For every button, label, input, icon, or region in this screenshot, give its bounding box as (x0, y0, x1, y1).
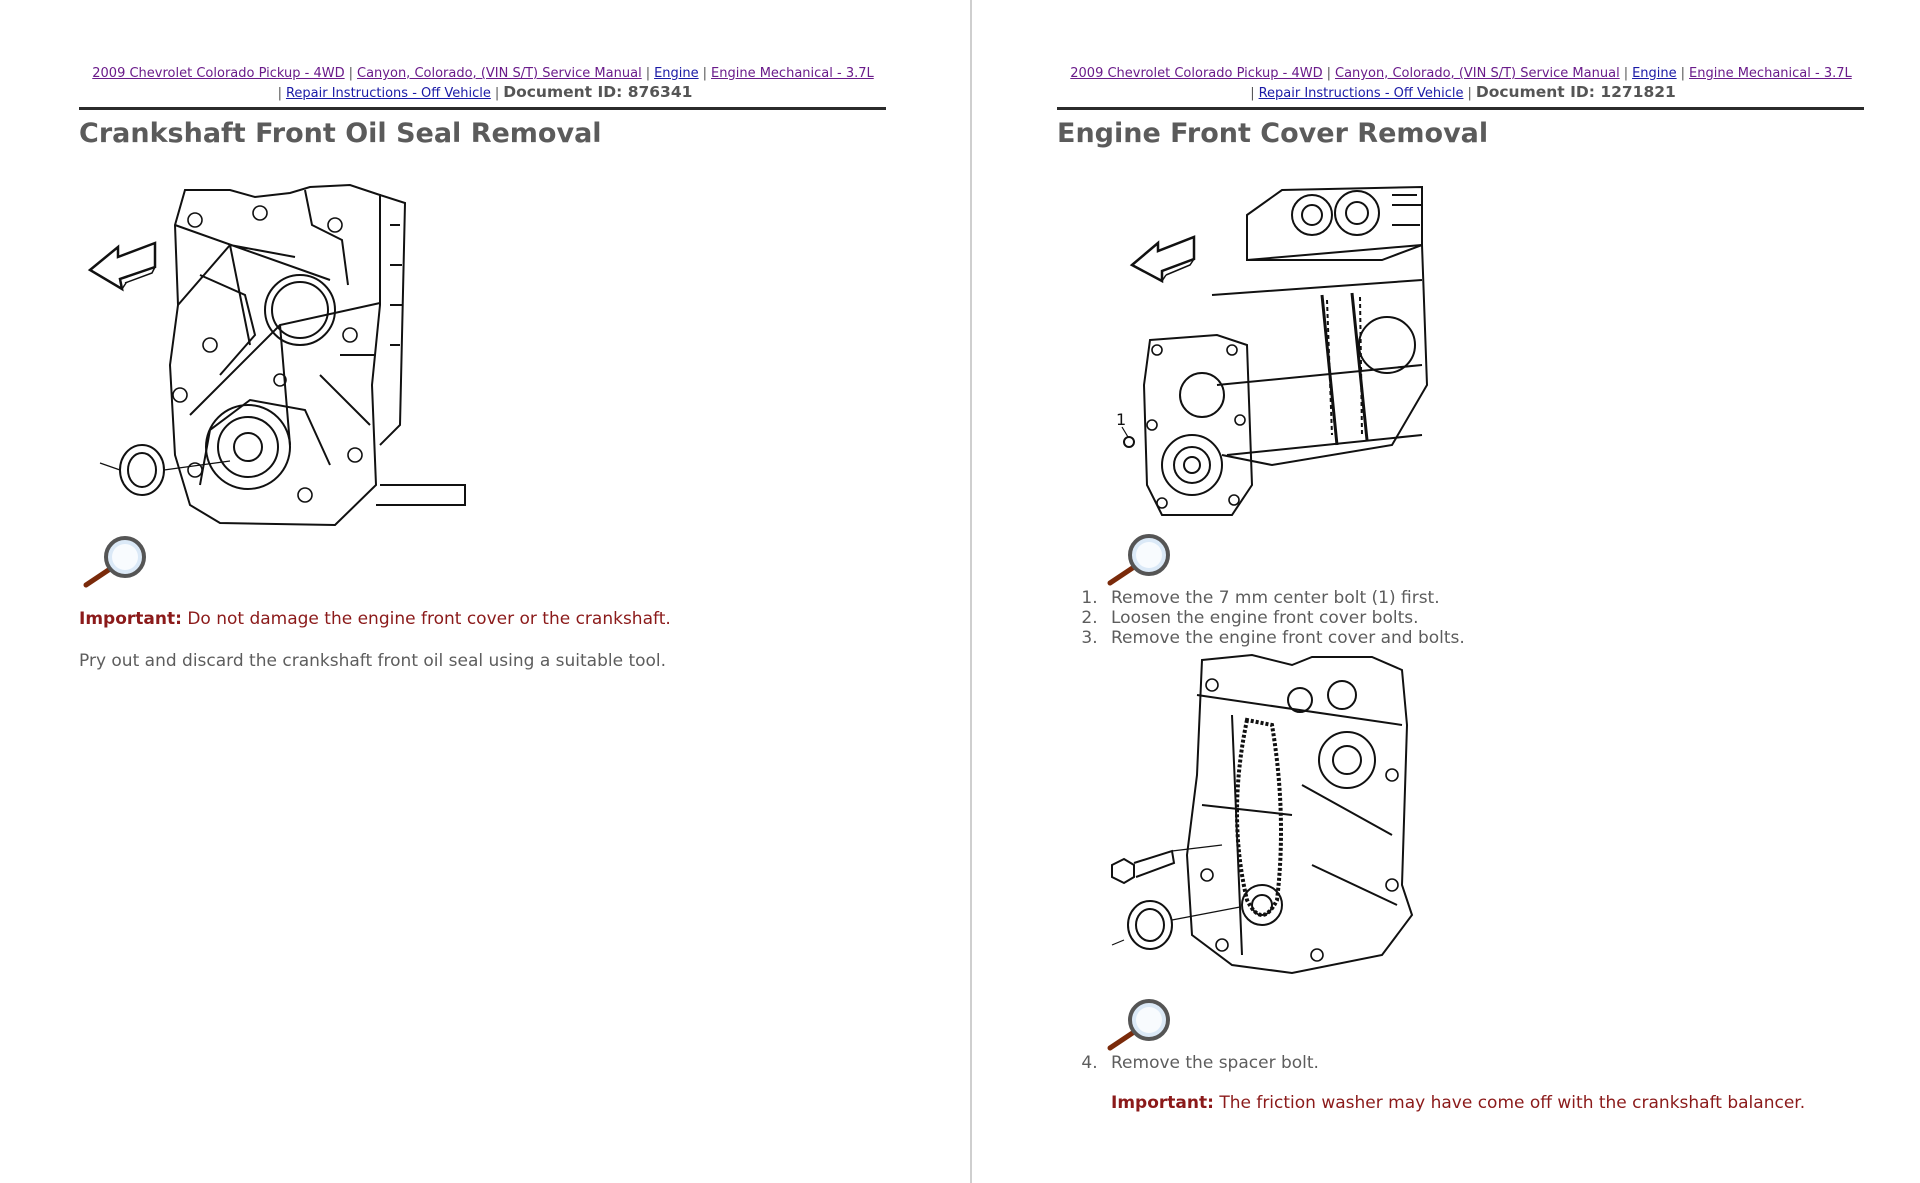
breadcrumb-separator: | (348, 66, 354, 81)
breadcrumb-separator: | (1467, 86, 1472, 101)
important-text: Do not damage the engine front cover or the crankshaft. (187, 609, 671, 629)
front-cover-illustration (1116, 185, 1462, 520)
spacer-bolt-illustration (1112, 655, 1457, 975)
breadcrumb-separator: | (1250, 86, 1255, 101)
important-note (1111, 1093, 1805, 1113)
breadcrumb-link-engine[interactable]: Engine (1632, 66, 1677, 81)
callout-label: 1 (1116, 410, 1127, 429)
step-item: 1. Remove the 7 mm center bolt (1) first. (1103, 588, 1465, 608)
breadcrumb-separator: | (1623, 66, 1629, 81)
breadcrumb-link-engine[interactable]: Engine (654, 66, 699, 81)
header-rule (1057, 107, 1864, 110)
steps-list (1073, 588, 1465, 648)
important-note (79, 609, 671, 629)
step-item: 2. Loosen the engine front cover bolts. (1103, 608, 1465, 628)
crankshaft-seal-illustration (80, 185, 466, 530)
breadcrumb-separator: | (645, 66, 651, 81)
breadcrumb-link-vehicle[interactable]: 2009 Chevrolet Colorado Pickup - 4WD (92, 66, 345, 81)
important-label: Important: (79, 609, 182, 629)
breadcrumb-link-engine-mechanical[interactable]: Engine Mechanical - 3.7L (711, 66, 874, 81)
step-item: 4. Remove the spacer bolt. (1103, 1053, 1319, 1073)
magnifier-icon (1104, 998, 1178, 1054)
breadcrumb-separator: | (702, 66, 708, 81)
breadcrumb-separator: | (277, 86, 282, 101)
page-title: Engine Front Cover Removal (1057, 118, 1489, 149)
document-id: Document ID: 876341 (503, 83, 693, 101)
breadcrumb (1058, 64, 1864, 103)
magnifier-icon (1104, 533, 1178, 589)
breadcrumb-link-manual[interactable]: Canyon, Colorado, (VIN S/T) Service Manual (357, 66, 642, 81)
important-text: The friction washer may have come off with the crankshaft balancer. (1219, 1093, 1806, 1113)
page-title: Crankshaft Front Oil Seal Removal (79, 118, 602, 149)
breadcrumb-link-vehicle[interactable]: 2009 Chevrolet Colorado Pickup - 4WD (1070, 66, 1323, 81)
steps-list-continued (1073, 1053, 1319, 1073)
important-label: Important: (1111, 1093, 1214, 1113)
breadcrumb-link-manual[interactable]: Canyon, Colorado, (VIN S/T) Service Manual (1335, 66, 1620, 81)
breadcrumb-separator: | (1680, 66, 1686, 81)
breadcrumb-link-repair-instructions[interactable]: Repair Instructions - Off Vehicle (1258, 86, 1464, 101)
right-page (972, 0, 1920, 1183)
breadcrumb-link-repair-instructions[interactable]: Repair Instructions - Off Vehicle (285, 86, 491, 101)
breadcrumb (80, 64, 886, 103)
instruction-text: Pry out and discard the crankshaft front oil seal using a suitable tool. (79, 651, 667, 671)
magnifier-icon (80, 535, 154, 591)
breadcrumb-separator: | (494, 86, 500, 101)
breadcrumb-link-engine-mechanical[interactable]: Engine Mechanical - 3.7L (1689, 66, 1852, 81)
header-rule (79, 107, 886, 110)
step-item: 3. Remove the engine front cover and bolts. (1103, 628, 1465, 648)
breadcrumb-separator: | (1326, 66, 1332, 81)
document-id: Document ID: 1271821 (1475, 83, 1676, 101)
